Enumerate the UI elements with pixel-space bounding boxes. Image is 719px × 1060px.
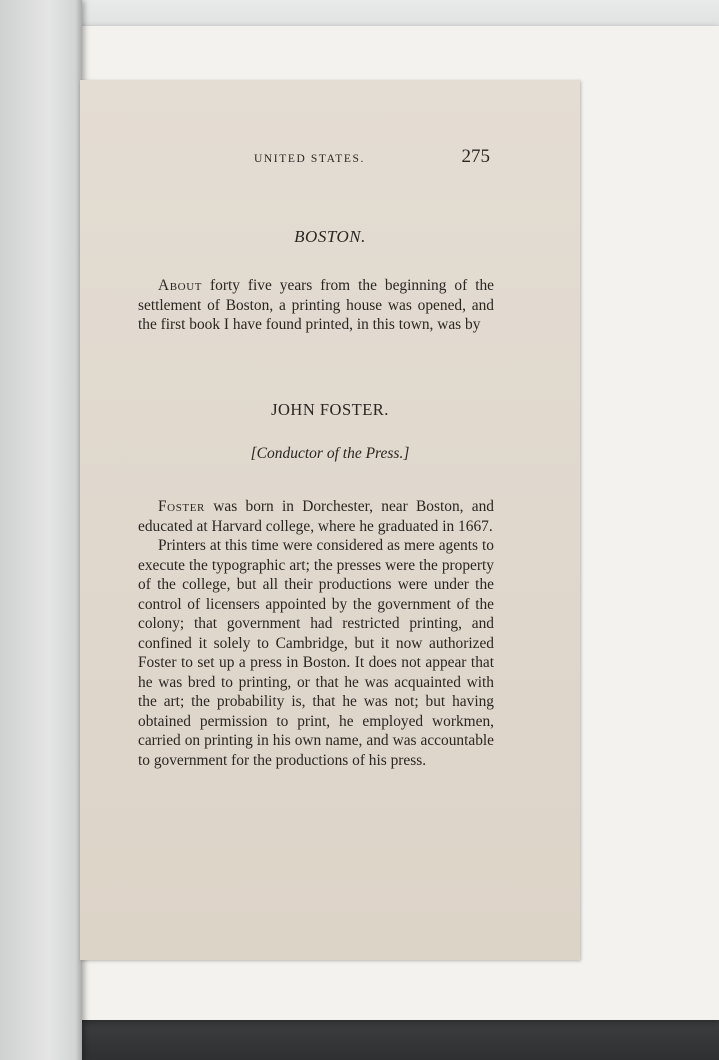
facing-page-edge xyxy=(0,0,82,1060)
entry-role: [Conductor of the Press.] xyxy=(250,445,410,462)
entry-body xyxy=(138,497,494,770)
intro-paragraph xyxy=(138,276,494,335)
running-head: UNITED STATES. xyxy=(254,153,365,165)
intro-lead-word: About xyxy=(158,277,203,294)
book-page xyxy=(80,80,580,960)
entry-name: JOHN FOSTER. xyxy=(271,400,389,419)
section-title: BOSTON. xyxy=(294,227,366,246)
entry-paragraph-1: was born in Dorchester, near Boston, and educated at Harvard college, where he graduated in 1667. xyxy=(138,498,494,535)
page-number: 275 xyxy=(461,146,490,167)
entry-lead-word: Foster xyxy=(158,498,205,515)
entry-paragraph-2: Printers at this time were considered as mere agents to execute the typographic art; the presses were the property of the college, but all their productions were under the control of licensers appointed by the government of the colony; that government had restricted printing, and confined it solely to Cambridge, but it now authorized Foster to set up a press in Boston. It does not appear that he was bred to printing, or that he was acquainted with the art; the probability is, that he was not; but having obtained permission to print, he employed workmen, carried on printing in his own name, and was accountable to government for the productions of his press. xyxy=(138,537,494,769)
intro-text: forty five years from the beginning of the settlement of Boston, a printing house was opened, and the first book I have found printed, in this town, was by xyxy=(138,277,494,333)
